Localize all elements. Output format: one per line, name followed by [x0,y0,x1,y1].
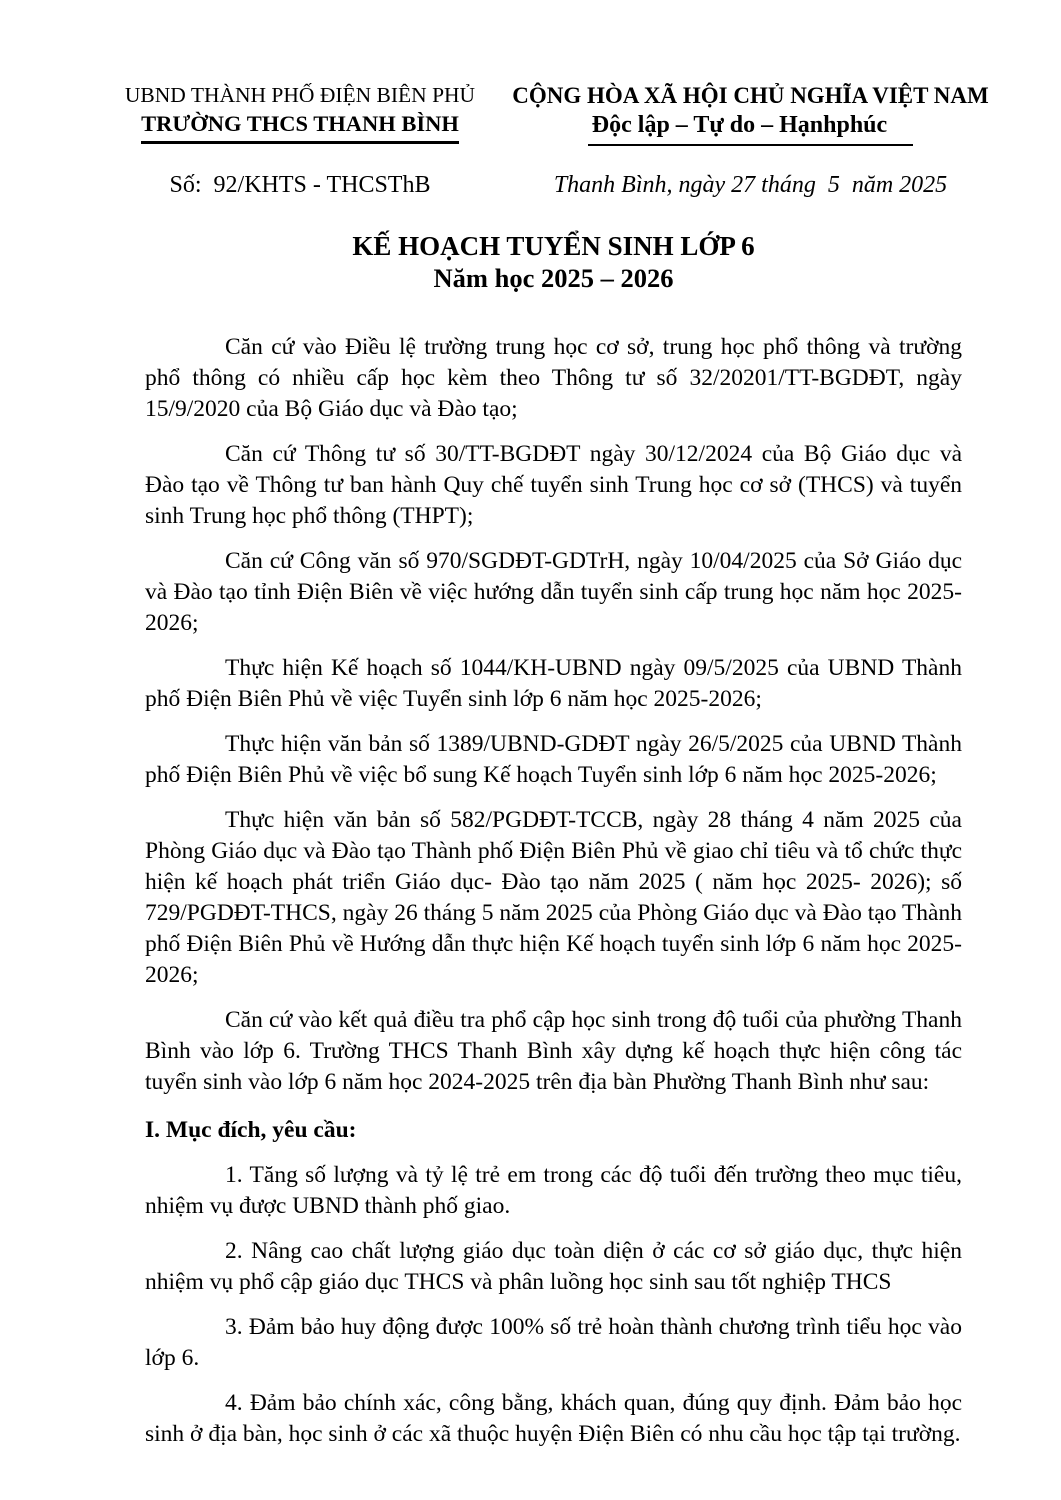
national-motto-text: Độc lập – Tự do – Hạnhphúc [588,111,913,146]
section-item: 4. Đảm bảo chính xác, công bằng, khách quan, đúng quy định. Đảm bảo học sinh ở địa bàn, học sinh ở các xã thuộc huyện Điện Biên có nhu cầu học tập tại trường. [145,1390,962,1447]
school-name [90,110,510,144]
legal-basis-paragraph: Thực hiện văn bản số 582/PGDĐT-TCCB, ngày 28 tháng 4 năm 2025 của Phòng Giáo dục và Đào tạo Thành phố Điện Biên Phủ về giao chỉ tiêu và tổ chức thực hiện kế hoạch phát triển Giáo dục- Đào tạo năm 2025 ( năm học 2025- 2026); số 729/PGDĐT-THCS, ngày 26 tháng 5 năm 2025 của Phòng Giáo dục và Đào tạo Thành phố Điện Biên Phủ về Hướng dẫn thực hiện Kế hoạch tuyển sinh lớp 6 năm học 2025- 2026; [145,807,962,988]
national-motto [510,111,991,146]
legal-basis-paragraph: Thực hiện văn bản số 1389/UBND-GDĐT ngày 26/5/2025 của UBND Thành phố Điện Biên Phủ về việc bổ sung Kế hoạch Tuyển sinh lớp 6 năm học 2025-2026; [145,731,962,788]
section-item: 3. Đảm bảo huy động được 100% số trẻ hoàn thành chương trình tiểu học vào lớp 6. [145,1314,962,1371]
header-right-block [510,80,991,200]
issuing-authority: UBND THÀNH PHỐ ĐIỆN BIÊN PHỦ [124,83,476,107]
section-item: 1. Tăng số lượng và tỷ lệ trẻ em trong các độ tuổi đến trường theo mục tiêu, nhiệm vụ được UBND thành phố giao. [145,1162,962,1219]
document-subtitle: Năm học 2025 – 2026 [433,263,674,293]
legal-basis-paragraph: Căn cứ Thông tư số 30/TT-BGDĐT ngày 30/12/2024 của Bộ Giáo dục và Đào tạo về Thông tư ban hành Quy chế tuyển sinh Trung học cơ sở (THCS) và tuyển sinh Trung học phổ thông (THPT); [145,441,962,529]
legal-basis-paragraph: Căn cứ vào Điều lệ trường trung học cơ sở, trung học phổ thông và trường phổ thông có nhiều cấp học kèm theo Thông tư số 32/20201/TT-BGDĐT, ngày 15/9/2020 của Bộ Giáo dục và Đào tạo; [145,334,962,422]
place-date-line: Thanh Bình, ngày 27 tháng 5 năm 2025 [553,172,948,198]
document-body [145,332,962,1450]
school-name-text: TRƯỜNG THCS THANH BÌNH [141,110,459,144]
section-heading: I. Mục đích, yêu cầu: [145,1117,357,1143]
document-number: Số: 92/KHTS - THCSThB [169,172,431,198]
document-header [90,80,991,200]
legal-basis-paragraph: Căn cứ Công văn số 970/SGDĐT-GDTrH, ngày 10/04/2025 của Sở Giáo dục và Đào tạo tỉnh Điện Biên về việc hướng dẫn tuyển sinh cấp trung học năm học 2025- 2026; [145,548,962,636]
document-title: KẾ HOẠCH TUYỂN SINH LỚP 6 [352,231,755,261]
section-item: 2. Nâng cao chất lượng giáo dục toàn diện ở các cơ sở giáo dục, thực hiện nhiệm vụ phổ cập giáo dục THCS và phân luồng học sinh sau tốt nghiệp THCS [145,1238,962,1295]
legal-basis-paragraph: Thực hiện Kế hoạch số 1044/KH-UBND ngày 09/5/2025 của UBND Thành phố Điện Biên Phủ về việc Tuyển sinh lớp 6 năm học 2025-2026; [145,655,962,712]
title-block [145,230,962,294]
intro-paragraph: Căn cứ vào kết quả điều tra phổ cập học sinh trong độ tuổi của phường Thanh Bình vào lớp 6. Trường THCS Thanh Bình xây dựng kế hoạch thực hiện công tác tuyển sinh vào lớp 6 năm học 2024-2025 trên địa bàn Phường Thanh Bình như sau: [145,1007,962,1095]
national-title: CỘNG HÒA XÃ HỘI CHỦ NGHĨA VIỆT NAM [512,83,989,108]
header-left-block [90,80,510,200]
